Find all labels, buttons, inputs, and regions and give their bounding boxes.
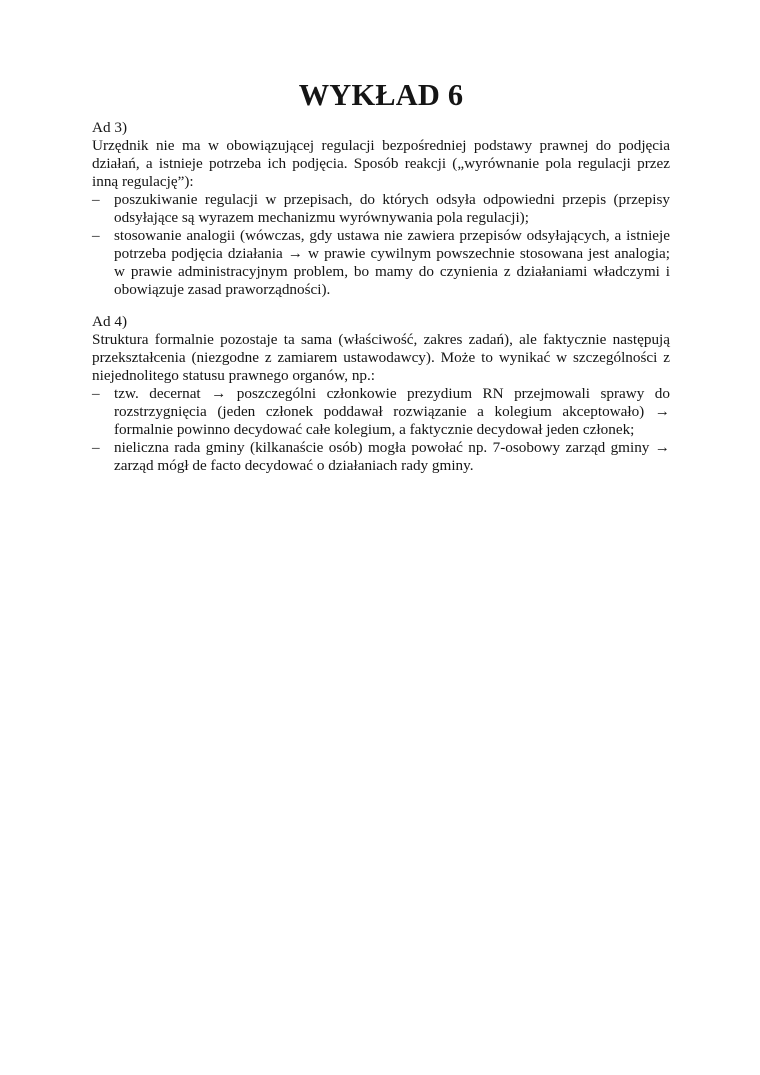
bullet-item	[92, 227, 670, 299]
bullet-list	[92, 385, 670, 475]
bullet-item	[92, 191, 670, 227]
bullet-text: poszukiwanie regulacji w przepisach, do których odsyła odpowiedni przepis (przepisy odsyłające są wyrazem mechanizmu wyrównywania pola regulacji);	[114, 191, 670, 226]
section-intro: Struktura formalnie pozostaje ta sama (właściwość, zakres zadań), ale faktycznie następują przekształcenia (niezgodne z zamiarem ustawodawcy). Może to wynikać w szczególności z niejednolitego statusu prawnego organów, np.:	[92, 331, 670, 384]
section-ad-3	[92, 119, 670, 299]
bullet-text: stosowanie analogii (wówczas, gdy ustawa nie zawiera przepisów odsyłających, a istnieje potrzeba podjęcia działania → w prawie cywilnym powszechnie stosowana jest analogia; w prawie administracyjnym problem, bo mamy do czynienia z działaniami władczymi i obowiązuje zasad praworządności).	[114, 227, 670, 298]
section-heading: Ad 3)	[92, 119, 128, 136]
page-content	[0, 0, 760, 475]
page-title: WYKŁAD 6	[298, 78, 464, 112]
dash-bullet-marker: –	[92, 439, 100, 456]
section-ad-4	[92, 313, 670, 475]
dash-bullet-marker: –	[92, 385, 100, 402]
section-intro: Urzędnik nie ma w obowiązującej regulacji bezpośredniej podstawy prawnej do podjęcia działań, a istnieje potrzeba ich podjęcia. Sposób reakcji („wyrównanie pola regulacji przez inną regulację”):	[92, 137, 670, 190]
bullet-item	[92, 385, 670, 439]
dash-bullet-marker: –	[92, 227, 100, 244]
bullet-text: nieliczna rada gminy (kilkanaście osób) mogła powołać np. 7-osobowy zarząd gminy → zarząd mógł de facto decydować o działaniach rady gminy.	[114, 439, 670, 474]
bullet-text: tzw. decernat → poszczególni członkowie prezydium RN przejmowali sprawy do rozstrzygnięcia (jeden członek poddawał rozwiązanie a kolegium akceptowało) → formalnie powinno decydować całe kolegium, a faktycznie decydował jeden członek;	[114, 385, 670, 438]
dash-bullet-marker: –	[92, 191, 100, 208]
bullet-item	[92, 439, 670, 475]
section-heading: Ad 4)	[92, 313, 128, 330]
bullet-list	[92, 191, 670, 299]
